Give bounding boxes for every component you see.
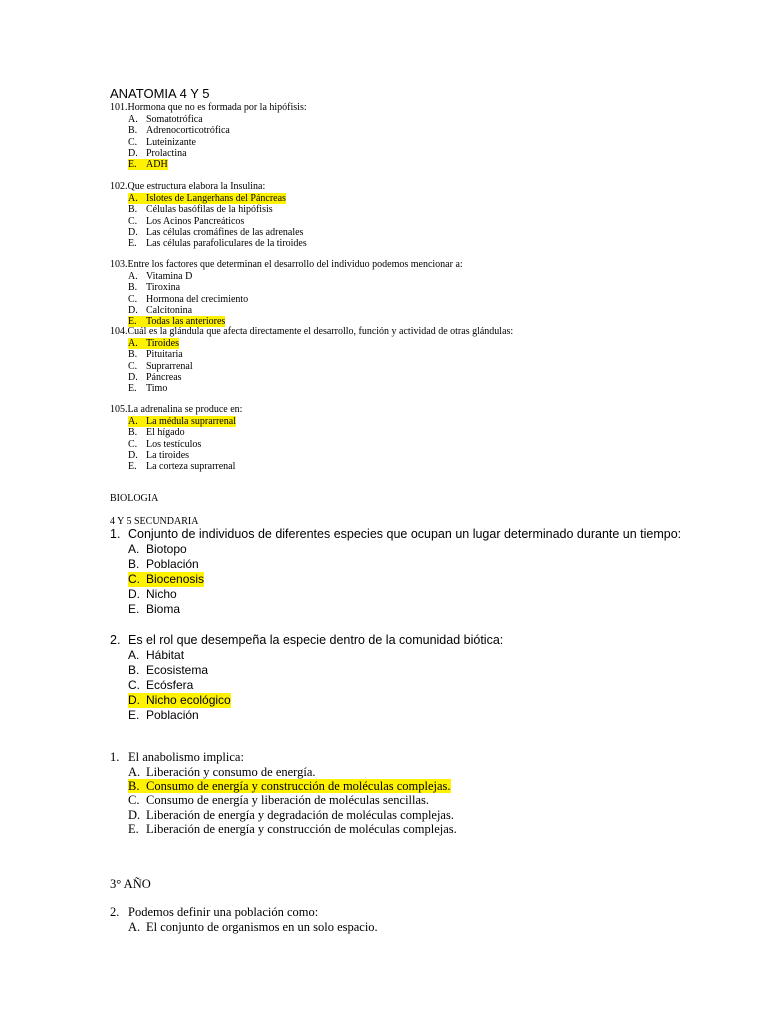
option-text: Liberación y consumo de energía. [146,765,316,779]
answer-option [128,587,177,602]
answer-option [128,920,378,934]
option-letter: D. [128,807,141,822]
option-text: Adrenocorticotrófica [146,125,230,137]
option-text: Hábitat [146,648,185,662]
answer-option [128,114,203,125]
answer-option [128,383,167,394]
question-number: 2. [110,633,121,647]
question-text: 105.La adrenalina se produce en: [110,404,243,415]
option-text: Páncreas [146,371,182,383]
answer-option [128,708,199,723]
answer-option [128,282,180,293]
option-letter: B. [128,204,138,216]
option-text: Liberación de energía y construcción de moléculas complejas. [146,821,457,836]
option-text: Consumo de energía y liberación de moléculas sencillas. [146,793,430,808]
option-letter: A. [128,542,140,556]
option-text: Calcitonina [146,304,193,316]
option-text: Luteinizante [146,136,196,148]
option-text: Liberación de energía y degradación de moléculas complejas. [146,807,454,822]
option-text: Vitamina D [146,271,193,282]
answer-option [128,822,457,836]
option-letter: C. [128,293,138,305]
answer-option [128,193,286,204]
option-text: El conjunto de organismos en un solo espacio. [146,920,378,934]
answer-option [128,779,451,793]
option-letter: E. [128,159,137,171]
option-text: Prolactina [146,147,187,159]
option-letter: B. [128,282,138,294]
option-letter: E. [128,383,137,395]
option-text: Ecosistema [146,663,209,677]
option-text: Timo [146,383,168,395]
option-text: Los testículos [146,438,202,450]
answer-option [128,137,196,148]
option-letter: D. [128,147,138,159]
option-letter: C. [128,793,140,808]
answer-option [128,450,189,461]
question-text: 104.Cuál es la glándula que afecta directamente el desarrollo, función y actividad de otras glándulas: [110,326,514,337]
option-letter: A. [128,271,138,282]
answer-option [128,557,199,572]
answer-option [128,693,231,708]
option-letter: E. [128,238,137,250]
option-text: Población [146,708,199,722]
option-text: Bioma [146,602,181,616]
option-letter: D. [128,226,138,238]
answer-option [128,678,193,693]
answer-option [128,572,204,587]
option-text: Hormona del crecimiento [146,293,249,305]
answer-option [128,349,183,360]
option-letter: C. [128,678,140,692]
document-title: ANATOMIA 4 Y 5 [110,86,210,101]
question-prompt: El anabolismo implica: [128,750,244,764]
highlighted-answer: Tiroides [146,338,179,349]
option-text: Las células cromáfines de las adrenales [146,226,304,238]
answer-option [128,648,184,663]
question-prompt: Conjunto de individuos de diferentes especies que ocupan un lugar determinado durante un tiempo: [128,527,682,541]
answer-option [128,238,307,249]
question-number: 1. [110,750,120,764]
highlighted-answer: La médula suprarrenal [146,416,236,427]
answer-option [128,294,248,305]
option-letter: A. [128,114,138,125]
question-text: 101.Hormona que no es formada por la hipófisis: [110,102,307,113]
option-text: Tiroxina [146,282,181,294]
option-letter: D. [128,587,140,601]
question-text [110,633,503,648]
option-letter: B. [128,427,138,439]
option-text: Las células parafoliculares de la tiroides [146,238,307,250]
option-letter: C. [128,215,138,227]
option-text: Biotopo [146,542,187,556]
answer-option [128,216,244,227]
answer-option [128,416,236,427]
highlighted-answer: Todas las anteriores [146,316,226,328]
option-letter: A. [128,765,141,779]
option-letter: D. [128,304,138,316]
question-text [110,527,681,542]
option-letter: B. [128,779,140,794]
option-text: Población [146,557,199,571]
tercero-header: 3° AÑO [110,877,151,891]
answer-option [128,808,454,822]
answer-option [128,602,180,617]
option-letter: E. [128,602,140,616]
highlighted-answer: Nicho ecológico [146,693,231,707]
answer-option [128,439,201,450]
answer-option [128,125,230,136]
option-text: Nicho [146,587,177,601]
answer-option [128,305,192,316]
biologia-header: BIOLOGIA [110,493,159,504]
answer-option [128,159,168,170]
highlighted-answer: Biocenosis [146,572,205,586]
option-letter: A. [128,648,140,662]
option-letter: A. [128,338,138,349]
option-text: Células basófilas de la hipófisis [146,204,273,216]
highlighted-answer: Islotes de Langerhans del Páncreas [146,193,286,204]
option-text: Ecósfera [146,678,194,692]
question-text: 103.Entre los factores que determinan el desarrollo del individuo podemos mencionar a: [110,259,463,270]
option-letter: E. [128,461,137,473]
answer-option [128,227,303,238]
question-number: 1. [110,527,121,541]
option-letter: D. [128,693,140,707]
question-text [110,750,244,765]
option-letter: D. [128,371,138,383]
answer-option [128,663,208,678]
option-text: La tiroides [146,449,190,461]
option-text: El hígado [146,427,185,439]
answer-option [128,338,179,349]
option-text: Somatotrófica [146,114,203,125]
option-letter: C. [128,360,138,372]
option-letter: E. [128,316,137,328]
question-text [110,905,318,920]
option-letter: B. [128,557,140,571]
answer-option [128,361,193,372]
question-prompt: Es el rol que desempeña la especie dentro de la comunidad biótica: [128,633,504,647]
option-text: La corteza suprarrenal [146,461,236,473]
option-letter: C. [128,572,140,586]
option-text: Los Acinos Pancreáticos [146,215,245,227]
option-letter: E. [128,708,140,722]
option-letter: E. [128,821,139,836]
question-number: 2. [110,905,120,919]
option-text: Pituitaria [146,349,183,361]
answer-option [128,204,273,215]
option-letter: C. [128,438,138,450]
answer-option [128,372,182,383]
option-letter: C. [128,136,138,148]
answer-option [128,271,192,282]
option-letter: A. [128,193,138,204]
question-text: 102.Que estructura elabora la Insulina: [110,181,266,192]
option-letter: A. [128,416,138,427]
secundaria-header: 4 Y 5 SECUNDARIA [110,516,199,527]
option-letter: D. [128,449,138,461]
answer-option [128,461,235,472]
option-letter: B. [128,663,140,677]
answer-option [128,427,185,438]
option-letter: A. [128,920,141,934]
answer-option [128,793,429,807]
question-prompt: Podemos definir una población como: [128,905,319,919]
highlighted-answer: ADH [146,159,168,171]
answer-option [128,148,187,159]
option-letter: B. [128,349,138,361]
answer-option [128,765,316,779]
answer-option [128,542,187,557]
option-letter: B. [128,125,138,137]
highlighted-answer: Consumo de energía y construcción de moléculas complejas. [146,779,451,794]
option-text: Suprarrenal [146,360,193,372]
